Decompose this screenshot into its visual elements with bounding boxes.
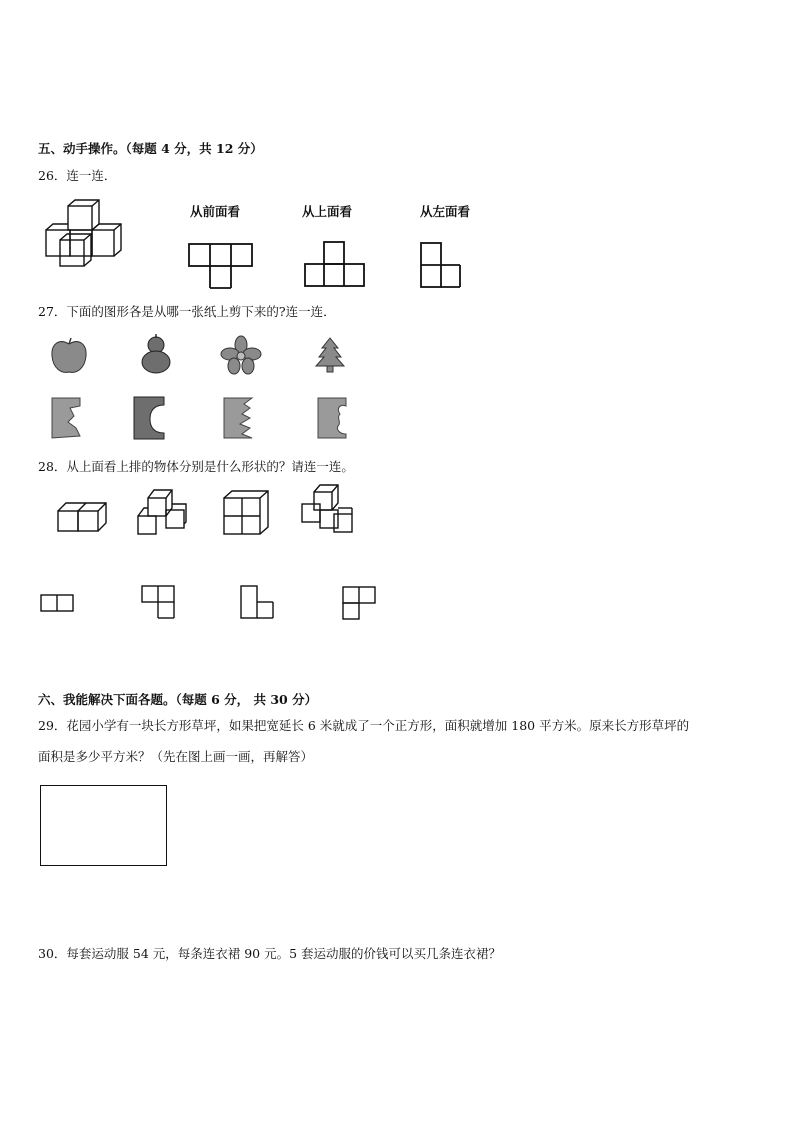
q28-top-view-a [40, 594, 80, 616]
paper-a-icon [50, 396, 84, 442]
q26-view-a [188, 243, 258, 293]
paper-b-icon [132, 395, 168, 443]
flower-shape-icon [221, 336, 261, 378]
q27-prompt: 27．下面的图形各是从哪一张纸上剪下来的?连一连． [38, 304, 336, 319]
q26-prompt: 26．连一连． [38, 168, 117, 183]
q28-solid-b [136, 488, 188, 536]
q29-rectangle-drawing [40, 785, 167, 866]
q26-cube-figure [40, 198, 140, 268]
tree-shape-icon [312, 336, 348, 378]
section-5-heading: 五、动手操作。（每题 4 分，共 12 分） [38, 141, 263, 156]
q28-prompt: 28．从上面看上排的物体分别是什么形状的？请连一连。 [38, 459, 354, 474]
q26-label-front: 从前面看 [190, 204, 241, 219]
q26-view-b [304, 241, 374, 291]
gourd-shape-icon [138, 334, 174, 376]
q30-prompt: 30．每套运动服 54 元，每条连衣裙 90 元。5 套运动服的价钱可以买几条连衣裙？ [38, 946, 502, 961]
q28-solid-c [222, 490, 270, 536]
q28-top-view-b [141, 585, 181, 621]
q28-solid-d [300, 484, 356, 536]
q28-top-view-c [240, 585, 280, 621]
q29-line-1: 29．花园小学有一块长方形草坪，如果把宽延长 6 米就成了一个正方形，面积就增加 180 平方米。原来长方形草坪的 [38, 718, 690, 733]
section-6-heading: 六、我能解决下面各题。（每题 6 分， 共 30 分） [38, 692, 318, 707]
q26-label-left: 从左面看 [420, 204, 471, 219]
q26-label-top: 从上面看 [302, 204, 353, 219]
paper-c-icon [222, 396, 256, 442]
q28-solid-a [56, 499, 106, 535]
paper-d-icon [316, 396, 350, 442]
q26-view-c [420, 242, 470, 292]
apple-shape-icon [49, 336, 89, 378]
q28-top-view-d [342, 586, 382, 622]
q29-line-2: 面积是多少平方米？（先在图上画一画，再解答） [38, 749, 314, 764]
